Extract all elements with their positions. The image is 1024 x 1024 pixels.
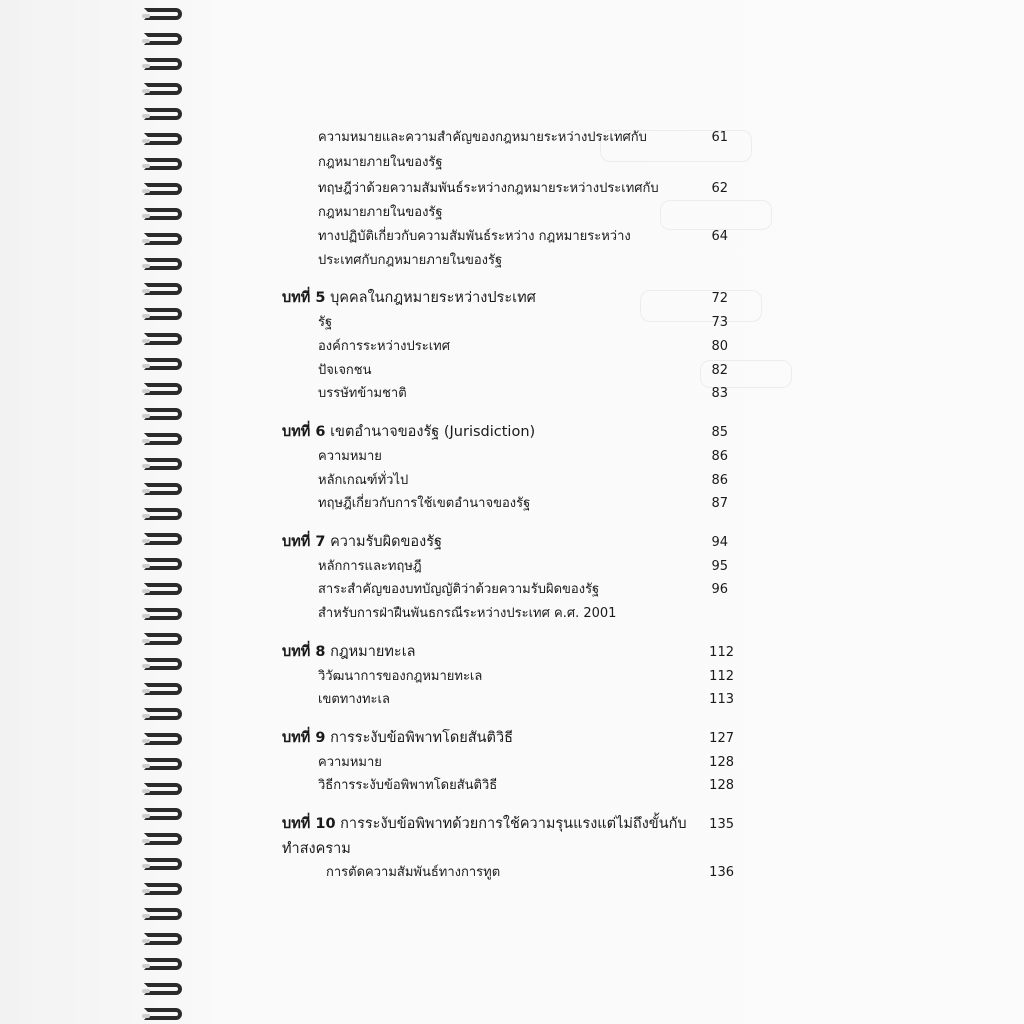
toc-section: รัฐ xyxy=(318,315,333,330)
chapter-label: บทที่ 7 xyxy=(282,534,326,550)
chapter-title: เขตอำนาจของรัฐ (Jurisdiction) xyxy=(330,424,536,440)
chapter-heading xyxy=(282,289,536,307)
toc-page-number: 128 xyxy=(709,778,734,793)
toc-page-number: 86 xyxy=(711,449,728,464)
toc-section: สาระสำคัญของบทบัญญัติว่าด้วยความรับผิดของรัฐ xyxy=(318,582,600,597)
toc-page-number: 95 xyxy=(711,559,728,574)
toc-page-number: 83 xyxy=(711,386,728,401)
toc-page-number: 96 xyxy=(711,582,728,597)
toc-page-number: 94 xyxy=(711,535,728,550)
toc-section: บรรษัทข้ามชาติ xyxy=(318,386,407,401)
toc-page-number: 113 xyxy=(709,692,734,707)
toc-section: ทฤษฎีเกี่ยวกับการใช้เขตอำนาจของรัฐ xyxy=(318,496,531,511)
toc-page-number: 62 xyxy=(711,181,728,196)
toc-section: ความหมาย xyxy=(318,755,382,770)
toc-page-number: 80 xyxy=(711,339,728,354)
toc-section: หลักการและทฤษฎี xyxy=(318,559,422,574)
toc-entry-line: ความหมายและความสำคัญของกฎหมายระหว่างประเทศกับ xyxy=(318,130,647,145)
toc-section: วิวัฒนาการของกฎหมายทะเล xyxy=(318,669,483,684)
toc-section: องค์การระหว่างประเทศ xyxy=(318,339,450,354)
toc-section: เขตทางทะเล xyxy=(318,692,390,707)
toc-page-number: 82 xyxy=(711,363,728,378)
toc-entry-line: กฎหมายภายในของรัฐ xyxy=(318,155,443,170)
chapter-heading xyxy=(282,643,416,661)
toc-entry-line: กฎหมายภายในของรัฐ xyxy=(318,205,443,220)
chapter-title: บุคคลในกฎหมายระหว่างประเทศ xyxy=(330,290,536,306)
toc-page-number: 64 xyxy=(711,229,728,244)
chapter-heading xyxy=(282,815,687,833)
toc-entry-line: ประเทศกับกฎหมายภายในของรัฐ xyxy=(318,253,503,268)
chapter-label: บทที่ 10 xyxy=(282,816,336,832)
toc-page-number: 127 xyxy=(709,731,734,746)
toc-page-number: 112 xyxy=(709,669,734,684)
chapter-title-continued: ทำสงคราม xyxy=(282,841,351,857)
toc-page-number: 112 xyxy=(709,645,734,660)
toc-page-number: 86 xyxy=(711,473,728,488)
chapter-heading xyxy=(282,423,535,441)
toc-page-number: 85 xyxy=(711,425,728,440)
toc-section: การตัดความสัมพันธ์ทางการทูต xyxy=(326,865,501,880)
toc-page-number: 61 xyxy=(711,130,728,145)
chapter-title: การระงับข้อพิพาทด้วยการใช้ความรุนแรงแต่ไม่ถึงขั้นกับ xyxy=(340,816,687,832)
toc-page-number: 72 xyxy=(711,291,728,306)
toc-entry-line: ทางปฏิบัติเกี่ยวกับความสัมพันธ์ระหว่าง กฎหมายระหว่าง xyxy=(318,229,631,244)
chapter-heading xyxy=(282,729,513,747)
toc-page-number: 73 xyxy=(711,315,728,330)
toc-page-number: 135 xyxy=(709,817,734,832)
chapter-heading xyxy=(282,533,442,551)
toc-entry-line: ทฤษฎีว่าด้วยความสัมพันธ์ระหว่างกฎหมายระหว่างประเทศกับ xyxy=(318,181,659,196)
chapter-label: บทที่ 8 xyxy=(282,644,326,660)
chapter-label: บทที่ 6 xyxy=(282,424,326,440)
toc-section: วิธีการระงับข้อพิพาทโดยสันติวิธี xyxy=(318,778,498,793)
toc-section: สำหรับการฝ่าฝืนพันธกรณีระหว่างประเทศ ค.ศ. 2001 xyxy=(318,606,617,621)
toc-section: ปัจเจกชน xyxy=(318,363,372,378)
toc-section: หลักเกณฑ์ทั่วไป xyxy=(318,473,409,488)
chapter-title: ความรับผิดของรัฐ xyxy=(330,534,443,550)
toc-section: ความหมาย xyxy=(318,449,382,464)
chapter-title: การระงับข้อพิพาทโดยสันติวิธี xyxy=(330,730,513,746)
chapter-title: กฎหมายทะเล xyxy=(330,644,416,660)
toc-page-number: 136 xyxy=(709,865,734,880)
toc-page-number: 87 xyxy=(711,496,728,511)
chapter-label: บทที่ 9 xyxy=(282,730,326,746)
toc-page-number: 128 xyxy=(709,755,734,770)
chapter-label: บทที่ 5 xyxy=(282,290,326,306)
